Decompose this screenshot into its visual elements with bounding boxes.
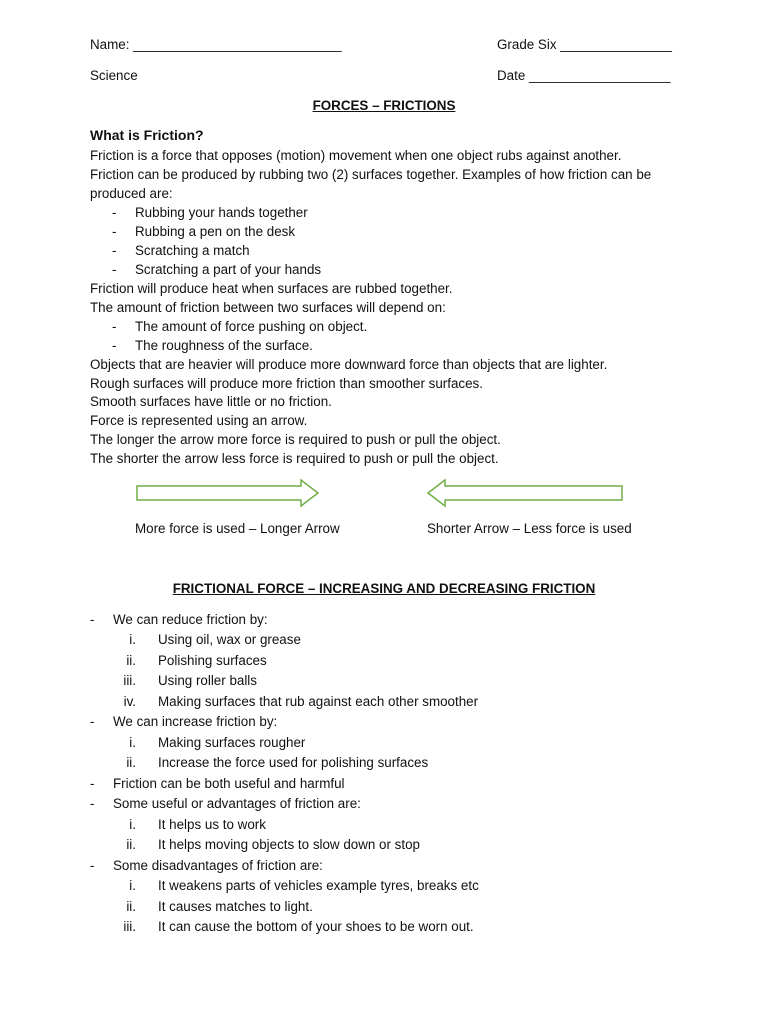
sub-list-item (0, 671, 768, 691)
paragraph: Friction will produce heat when surfaces are rubbed together. (90, 281, 453, 296)
list-item (0, 712, 768, 732)
list-bullet: - (112, 243, 117, 258)
list-item (0, 260, 768, 279)
list-bullet: - (112, 205, 117, 220)
list-bullet: - (90, 612, 95, 627)
list-item (0, 317, 768, 336)
sub-list-text: Making surfaces that rub against each other smoother (158, 694, 479, 709)
sub-list-text: Making surfaces rougher (158, 735, 306, 750)
list-bullet: - (112, 338, 117, 353)
sub-list-text: It helps moving objects to slow down or stop (158, 837, 420, 852)
sub-list-text: It can cause the bottom of your shoes to be worn out. (158, 919, 474, 934)
sub-list-item (0, 917, 768, 937)
name-field-label: Name: ____________________________ (90, 37, 342, 52)
sub-list-text: It causes matches to light. (158, 899, 313, 914)
paragraph: The longer the arrow more force is required to push or pull the object. (90, 432, 501, 447)
sub-list-item (0, 630, 768, 650)
sub-list-item (0, 753, 768, 773)
list-item-text: Scratching a match (135, 243, 250, 258)
paragraph: Force is represented using an arrow. (90, 413, 308, 428)
section-heading: What is Friction? (90, 127, 204, 143)
list-item (0, 610, 768, 630)
list-bullet: - (112, 224, 117, 239)
sub-list-item (0, 815, 768, 835)
sub-list-number: ii. (126, 653, 136, 668)
paragraph: produced are: (90, 186, 173, 201)
sub-list-item (0, 835, 768, 855)
list-item-text: Some useful or advantages of friction are: (113, 796, 361, 811)
sub-list-item (0, 651, 768, 671)
list-bullet: - (112, 262, 117, 277)
list-item-text: We can increase friction by: (113, 714, 278, 729)
grade-field-label: Grade Six _______________ (497, 37, 672, 52)
list-bullet: - (90, 776, 95, 791)
sub-list-item (0, 876, 768, 896)
list-item (0, 794, 768, 814)
long-right-arrow-icon (136, 479, 320, 507)
section-title: FRICTIONAL FORCE – INCREASING AND DECREASING FRICTION (172, 581, 596, 596)
list-item-text: We can reduce friction by: (113, 612, 268, 627)
longer-arrow-caption: More force is used – Longer Arrow (135, 521, 340, 536)
sub-list-number: i. (129, 632, 136, 647)
paragraph: Rough surfaces will produce more friction than smoother surfaces. (90, 376, 483, 391)
list-item-text: The amount of force pushing on object. (135, 319, 368, 334)
sub-list-item (0, 897, 768, 917)
sub-list-text: It weakens parts of vehicles example tyres, breaks etc (158, 878, 479, 893)
list-item (0, 774, 768, 794)
list-item (0, 336, 768, 355)
paragraph: Friction is a force that opposes (motion) movement when one object rubs against another. (90, 148, 622, 163)
paragraph: The amount of friction between two surfaces will depend on: (90, 300, 446, 315)
sub-list-item (0, 733, 768, 753)
sub-list-text: Polishing surfaces (158, 653, 267, 668)
short-left-arrow-icon (426, 479, 624, 507)
list-bullet: - (90, 858, 95, 873)
list-item (0, 222, 768, 241)
sub-list-number: i. (129, 735, 136, 750)
list-item (0, 856, 768, 876)
sub-list-number: iv. (123, 694, 136, 709)
sub-list-item (0, 692, 768, 712)
list-item-text: Friction can be both useful and harmful (113, 776, 345, 791)
sub-list-text: Using roller balls (158, 673, 257, 688)
list-item-text: Scratching a part of your hands (135, 262, 322, 277)
paragraph: Friction can be produced by rubbing two (2) surfaces together. Examples of how friction can be (90, 167, 652, 182)
sub-list-number: ii. (126, 755, 136, 770)
shorter-arrow-caption: Shorter Arrow – Less force is used (427, 521, 632, 536)
sub-list-number: ii. (126, 837, 136, 852)
page-title: FORCES – FRICTIONS (312, 98, 456, 113)
paragraph: The shorter the arrow less force is required to push or pull the object. (90, 451, 499, 466)
list-bullet: - (90, 796, 95, 811)
list-item-text: Some disadvantages of friction are: (113, 858, 323, 873)
sub-list-number: i. (129, 878, 136, 893)
sub-list-number: iii. (123, 919, 136, 934)
list-bullet: - (90, 714, 95, 729)
sub-list-text: Increase the force used for polishing surfaces (158, 755, 429, 770)
list-item-text: Rubbing your hands together (135, 205, 308, 220)
sub-list-number: ii. (126, 899, 136, 914)
list-item-text: The roughness of the surface. (135, 338, 313, 353)
list-bullet: - (112, 319, 117, 334)
paragraph: Objects that are heavier will produce more downward force than objects that are lighter. (90, 357, 608, 372)
sub-list-number: i. (129, 817, 136, 832)
sub-list-number: iii. (123, 673, 136, 688)
subject-label: Science (90, 68, 138, 83)
list-item (0, 241, 768, 260)
list-item (0, 203, 768, 222)
sub-list-text: Using oil, wax or grease (158, 632, 301, 647)
sub-list-text: It helps us to work (158, 817, 266, 832)
list-item-text: Rubbing a pen on the desk (135, 224, 296, 239)
paragraph: Smooth surfaces have little or no friction. (90, 394, 332, 409)
date-field-label: Date ___________________ (497, 68, 671, 83)
